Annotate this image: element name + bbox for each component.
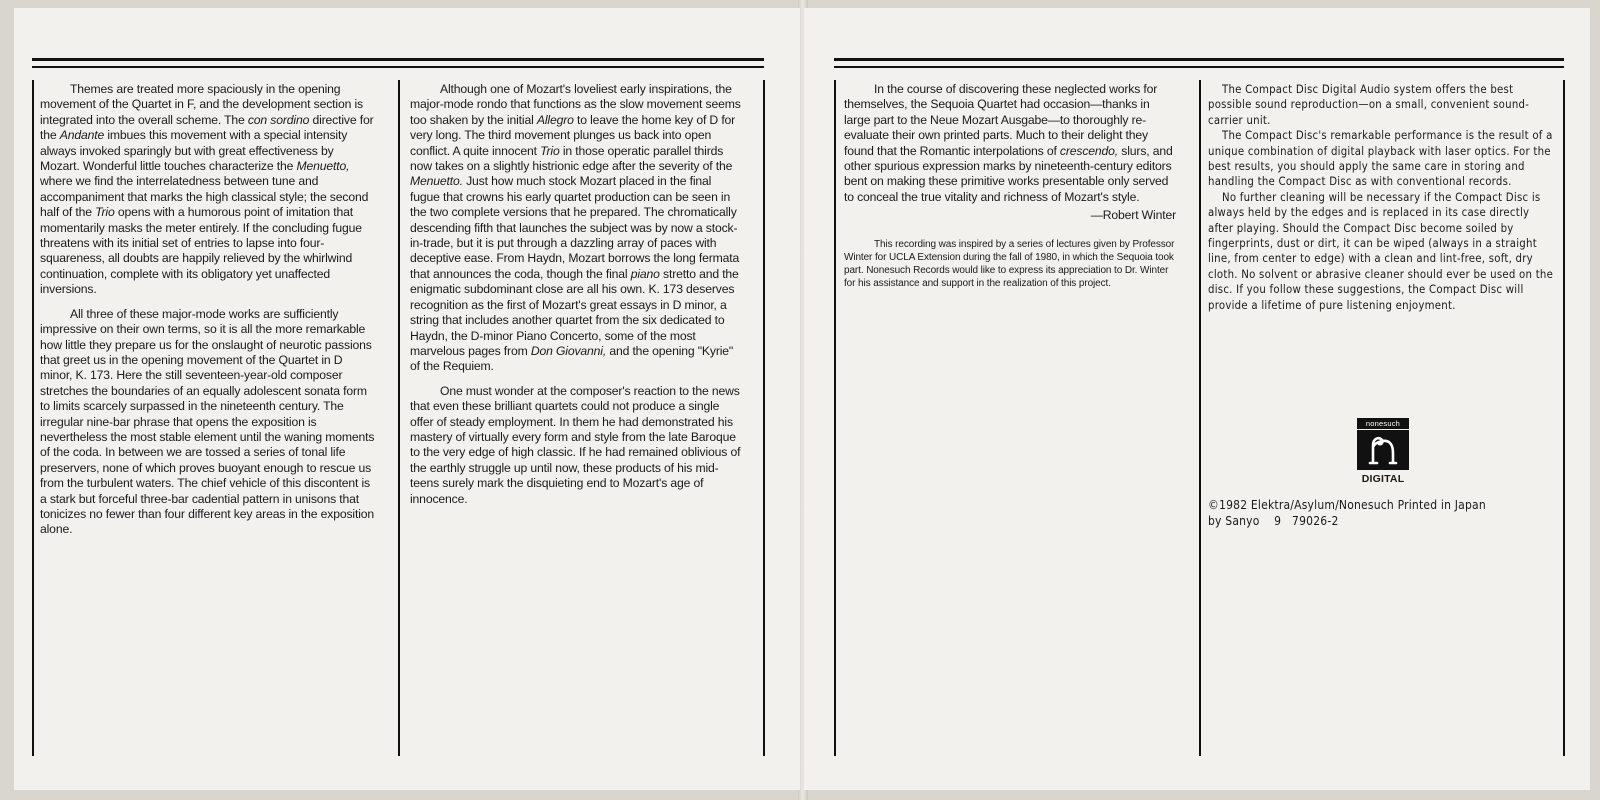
right-top-rule-thick bbox=[834, 58, 1564, 61]
italic-text: Andante bbox=[59, 128, 105, 143]
left-column-2 bbox=[410, 82, 744, 516]
paragraph: No further cleaning will be necessary if the Compact Disc is always held by the edges and is replaced in its case directly after playing. Should the Compact Disc become soiled by fingerprints, dust or dirt, it can be wiped (always in a straight line, from center to edge) with a clean and lint-free, soft, dry cloth. No solvent or abrasive cleaner should ever be used on the disc. If you follow these suggestions, the Compact Disc will provide a lifetime of pure listening enjoyment. bbox=[1208, 190, 1554, 312]
italic-text: Allegro bbox=[536, 112, 574, 127]
paragraph: The Compact Disc's remarkable performance is the result of a unique combination of digital playback with laser optics. For the best results, you should apply the same care in storing and handling the Compact Disc as with conventional records. bbox=[1208, 129, 1553, 189]
author-signature: —Robert Winter bbox=[1090, 208, 1176, 223]
italic-text: Trio bbox=[540, 143, 560, 158]
paragraph: In the course of discovering these neglected works for themselves, the Sequoia Quartet had occasion—thanks in large part to the Neue Mozart Ausgabe—to thoroughly re-evaluate their own printed parts. Much to their delight they found that the Romantic interpolations of crescendo, slurs, and other spurious expression marks by nineteenth-century editors bent on making these primitive works presentable only served to conceal the true vitality and richness of Mozart's style. bbox=[844, 82, 1173, 204]
left-top-rule-thick bbox=[32, 58, 764, 61]
right-vrule-1 bbox=[834, 80, 836, 756]
logo-brand-text: nonesuch bbox=[1357, 418, 1409, 429]
right-column-1 bbox=[844, 82, 1176, 299]
italic-text: con sordino bbox=[247, 112, 310, 127]
logo-glyph-box bbox=[1357, 430, 1409, 470]
right-column-2 bbox=[1208, 82, 1556, 313]
paragraph: The Compact Disc Digital Audio system offers the best possible sound reproduction—on a small, convenient sound-carrier unit. bbox=[1208, 83, 1530, 127]
paragraph: All three of these major-mode works are sufficiently impressive on their own terms, so it is all the more remarkable how little they prepare us for the onslaught of neurotic passions that greet us in the opening movement of the Quartet in D minor, K. 173. Here the still seventeen-year-old composer stretches the boundaries of an equally adolescent sonata form to limits scarcely surpassed in the nineteenth century. The irregular nine-bar phrase that opens the exposition is nevertheless the most stable element until the waning moments of the coda. In between we are tossed a series of tonal life preservers, none of which proves buoyant enough to rescue us from the turbulent waters. The chief vehicle of this discontent is a stark but forceful three-bar cadential pattern in unisons that tonicizes no fewer than four different key areas in the exposition alone. bbox=[40, 306, 375, 537]
italic-text: Menuetto. bbox=[410, 174, 463, 189]
copyright-line-1: ©1982 Elektra/Asylum/Nonesuch Printed in Japan bbox=[1208, 498, 1486, 512]
italic-text: Menuetto, bbox=[296, 159, 350, 174]
paragraph: Themes are treated more spaciously in the opening movement of the Quartet in F, and the development section is integrated into the overall scheme. The con sordino directive for the Andante imbues this movement with a special intensity always invoked sparingly but with great effectiveness by Mozart. Wonderful little touches characterize the Menuetto, where we find the interrelatedness between tune and accompaniment that marks the high classical style; the second half of the Trio opens with a humorous point of imitation that momentarily masks the meter entirely. If the concluding fugue threatens with its initial set of entries to lapse into four-squareness, all doubts are happily relieved by the whirlwind continuation, complete with its obligatory yet unaffected inversions. bbox=[40, 82, 374, 297]
right-vrule-2 bbox=[1199, 80, 1201, 756]
paragraph: Although one of Mozart's loveliest early inspirations, the major-mode rondo that functions as the slow movement seems too shaken by the initial Allegro to leave the home key of D for very long. The third movement plunges us back into open conflict. A quite innocent Trio in those operatic parallel thirds now takes on a slightly histrionic edge after the severity of the Menuetto. Just how much stock Mozart placed in the final fugue that crowns his early quartet production can be seen in the two complete versions that he prepared. The chromatically descending fifth that launches the subject was by now a stock-in-trade, but it is put through a dazzling array of paces with deceptive ease. From Haydn, Mozart borrows the long fermata that announces the coda, though the final piano stretto and the enigmatic subdominant close are all his own. K. 173 deserves recognition as the first of Mozart's great essays in D minor, a string that includes another quartet from the six dedicated to Haydn, the D-minor Piano Concerto, some of the most marvelous pages from Don Giovanni, and the opening "Kyrie" of the Requiem. bbox=[410, 82, 741, 374]
nonesuch-logo-icon bbox=[1353, 418, 1413, 488]
right-top-rule-thin bbox=[834, 66, 1564, 68]
italic-text: Don Giovanni, bbox=[530, 343, 607, 358]
italic-text: piano bbox=[630, 266, 660, 281]
left-vrule-1 bbox=[32, 80, 34, 756]
copyright-line-2: by Sanyo 9 79026-2 bbox=[1208, 514, 1339, 528]
left-column-1 bbox=[40, 82, 376, 547]
italic-text: Trio bbox=[95, 205, 115, 220]
nonesuch-n-glyph-icon bbox=[1366, 433, 1400, 467]
copyright-block bbox=[1208, 497, 1486, 529]
logo-digital-label: DIGITAL bbox=[1361, 473, 1405, 485]
right-vrule-3 bbox=[1563, 80, 1565, 756]
italic-text: crescendo, bbox=[1059, 143, 1119, 158]
left-top-rule-thin bbox=[32, 66, 764, 68]
paragraph: One must wonder at the composer's reaction to the news that even these brilliant quartets could not produce a single offer of steady employment. In them he had demonstrated his mastery of virtually every form and style from the late Baroque to the very edge of high classic. If he had remained oblivious of the earthly struggle up until now, these products of his mid-teens surely mark the disquieting end to Mozart's age of innocence. bbox=[410, 383, 741, 506]
left-vrule-2 bbox=[398, 80, 400, 756]
left-vrule-3 bbox=[763, 80, 765, 756]
recording-note: This recording was inspired by a series of lectures given by Professor Winter for UCLA Extension during the fall of 1980, in which the Sequoia took part. Nonesuch Records would like to express its appreciation to Dr. Winter for his assistance and support in the realization of this project. bbox=[844, 238, 1175, 289]
